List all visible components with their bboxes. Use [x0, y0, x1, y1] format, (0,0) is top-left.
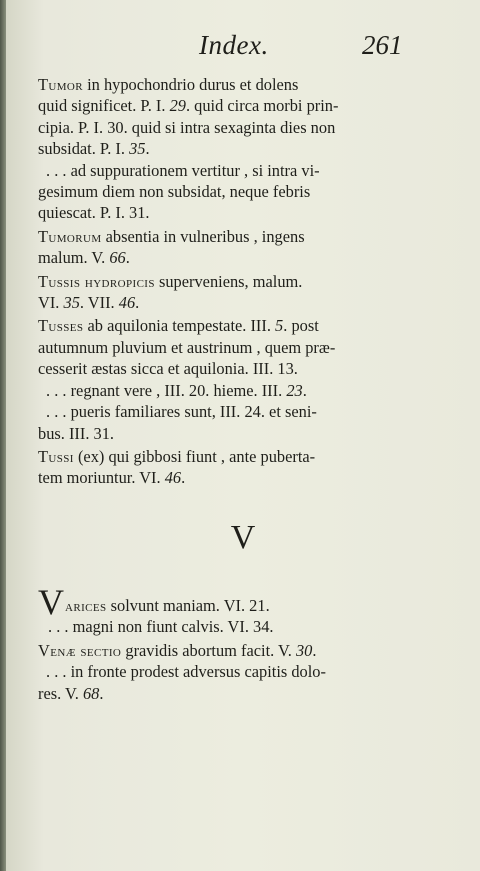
entry-text: tem moriuntur. VI. — [38, 468, 165, 488]
reference-number: 5 — [275, 316, 284, 336]
headword: Tussis hydropicis — [38, 271, 155, 291]
index-line — [38, 181, 422, 202]
entry-text: . . . magni non fiunt calvis. VI. 34. — [48, 617, 274, 637]
index-line — [38, 380, 422, 401]
book-page — [6, 0, 480, 871]
entry-text: gesimum diem non subsidat, neque febris — [38, 182, 311, 202]
index-line — [38, 358, 422, 379]
entry-text: . — [181, 468, 186, 488]
headword: Tusses — [38, 316, 84, 336]
entry-text: VI. — [38, 293, 64, 313]
entry-text: . . . ad suppurationem vertitur , si intra vi- — [46, 160, 320, 180]
entry-text: quid significet. P. I. — [38, 96, 170, 116]
entry-text: gravidis abortum facit. V. — [121, 640, 296, 660]
page-header — [6, 30, 480, 70]
entry-text: superveniens, malum. — [154, 271, 303, 291]
reference-number: 35 — [63, 293, 80, 313]
entry-text: . — [99, 683, 104, 703]
index-line — [38, 138, 422, 159]
page-number: 261 — [362, 30, 403, 60]
reference-number: 46 — [118, 293, 136, 313]
entry-text: malum. V. — [38, 248, 110, 268]
index-line — [38, 271, 422, 292]
entry-text: res. V. — [38, 683, 83, 703]
entry-text: quiescat. P. I. 31. — [38, 203, 150, 223]
index-line — [38, 117, 422, 138]
index-line — [38, 582, 422, 622]
entry-text: . . . regnant vere , III. 20. hieme. III. — [46, 380, 287, 400]
entry-text: ab aquilonia tempestate. III. — [83, 316, 276, 336]
entry-text: . — [135, 293, 140, 313]
index-line — [38, 247, 422, 268]
reference-number: 29 — [169, 96, 186, 116]
entry-text: in hypochondrio durus et dolens — [83, 75, 299, 94]
index-line — [38, 292, 422, 313]
entry-text: . VII. — [79, 293, 119, 313]
headword: Venæ sectio — [38, 640, 122, 660]
entry-text: . quid circa morbi prin- — [185, 96, 339, 116]
index-line — [38, 640, 422, 661]
entry-text: . — [145, 139, 150, 159]
index-entries-v — [38, 582, 422, 704]
index-line — [38, 337, 422, 358]
index-line — [38, 315, 422, 336]
entry-text: . — [302, 380, 307, 400]
section-heading-v: V — [230, 519, 256, 556]
entry-text: cesserit æstas sicca et aquilonia. III. 13. — [38, 359, 298, 379]
reference-number: 30 — [295, 640, 313, 660]
index-line — [38, 467, 422, 488]
headword: Tumor — [38, 75, 84, 94]
index-line — [38, 446, 422, 467]
headword: Tussi — [38, 446, 74, 466]
entry-text: (ex) qui gibbosi fiunt , ante puberta- — [73, 446, 316, 466]
index-line — [38, 401, 422, 422]
index-line — [38, 683, 422, 704]
entry-text: . — [125, 248, 130, 268]
index-line — [38, 661, 422, 682]
entry-text: . post — [283, 316, 319, 336]
entry-text: subsidat. P. I. — [38, 139, 130, 159]
entry-text: cipia. P. I. 30. quid si intra sexaginta dies non — [38, 117, 336, 137]
entry-text: solvunt maniam. VI. 21. — [106, 596, 270, 615]
drop-cap: V — [38, 582, 64, 622]
headword: Tumorum — [38, 226, 102, 246]
index-line — [38, 423, 422, 444]
index-line — [38, 616, 422, 637]
reference-number: 23 — [286, 380, 303, 400]
entry-text: . . . pueris familiares sunt, III. 24. et seni- — [46, 402, 317, 422]
index-line — [38, 202, 422, 223]
reference-number: 68 — [82, 683, 100, 703]
headword: arices — [65, 596, 107, 615]
reference-number: 46 — [164, 468, 182, 488]
index-line — [38, 95, 422, 116]
reference-number: 66 — [109, 248, 126, 268]
reference-number: 35 — [129, 139, 146, 159]
index-line — [38, 74, 422, 95]
entry-text: bus. III. 31. — [38, 423, 115, 443]
entry-text: absentia in vulneribus , ingens — [101, 226, 305, 246]
index-entries-t — [38, 74, 422, 489]
index-line — [38, 160, 422, 181]
entry-text: autumnum pluvium et austrinum , quem præ- — [38, 337, 336, 357]
running-title: Index. — [199, 30, 269, 60]
entry-text: . . . in fronte prodest adversus capitis dolo- — [46, 662, 326, 682]
index-line — [38, 226, 422, 247]
entry-text: . — [312, 640, 317, 660]
